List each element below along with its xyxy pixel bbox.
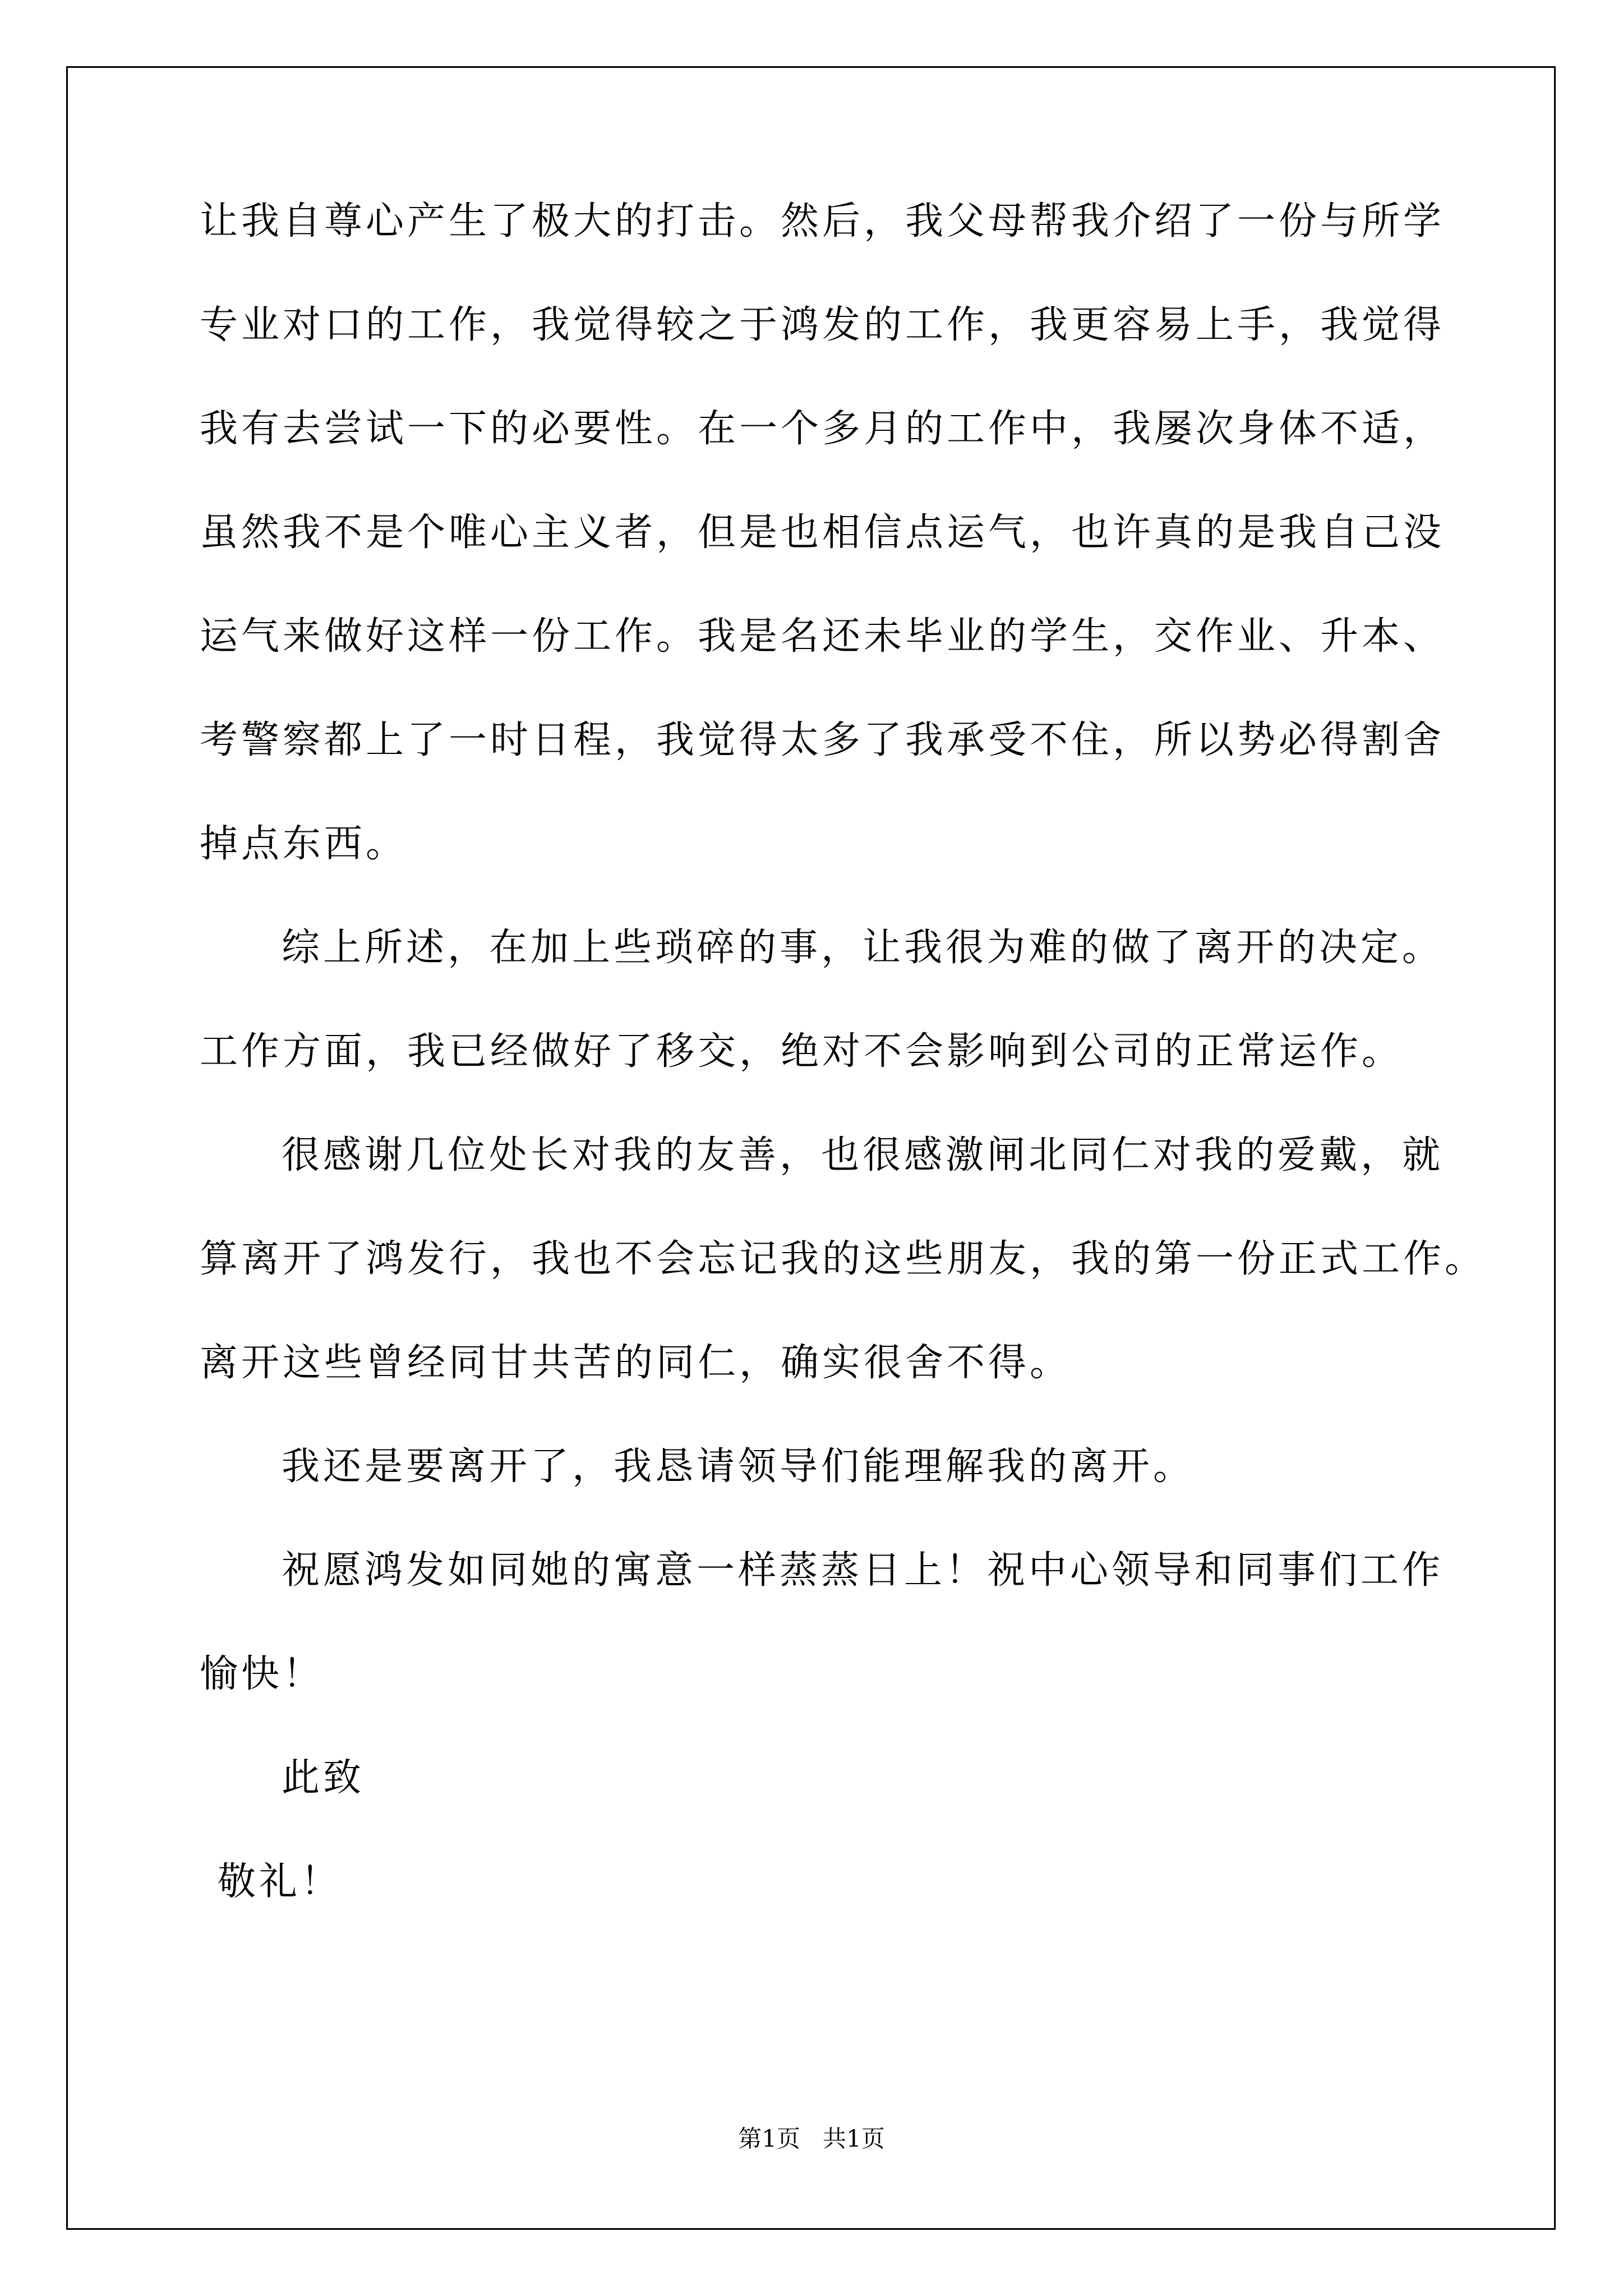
paragraph-line: 运气来做好这样一份工作。我是名还未毕业的学生，交作业、升本、 (200, 614, 1445, 659)
paragraph-line: 综上所述，在加上些琐碎的事，让我很为难的做了离开的决定。 (282, 926, 1444, 970)
paragraph-line: 我有去尝试一下的必要性。在一个多月的工作中，我屡次身体不适， (200, 407, 1445, 451)
paragraph-line: 很感谢几位处长对我的友善，也很感激闸北同仁对我的爱戴，就 (282, 1133, 1444, 1177)
paragraph-line: 虽然我不是个唯心主义者，但是也相信点运气，也许真的是我自己没 (200, 510, 1445, 555)
paragraph-line: 离开这些曾经同甘共苦的同仁，确实很舍不得。 (200, 1341, 1072, 1385)
closing-line: 此致 (282, 1756, 365, 1800)
paragraph-line: 掉点东西。 (200, 822, 408, 866)
paragraph-line: 愉快！ (200, 1652, 325, 1696)
paragraph-line: 算离开了鸿发行，我也不会忘记我的这些朋友，我的第一份正式工作。 (200, 1237, 1487, 1281)
paragraph-line: 祝愿鸿发如同她的寓意一样蒸蒸日上！祝中心领导和同事们工作 (282, 1548, 1444, 1593)
paragraph-line: 让我自尊心产生了极大的打击。然后，我父母帮我介绍了一份与所学 (200, 199, 1445, 243)
paragraph-line: 工作方面，我已经做好了移交，绝对不会影响到公司的正常运作。 (200, 1029, 1404, 1074)
paragraph-line: 考警察都上了一时日程，我觉得太多了我承受不住，所以势必得割舍 (200, 718, 1445, 762)
salutation-line: 敬礼！ (218, 1860, 343, 1904)
paragraph-line: 专业对口的工作，我觉得较之于鸿发的工作，我更容易上手，我觉得 (200, 303, 1445, 347)
paragraph-line: 我还是要离开了，我恳请领导们能理解我的离开。 (282, 1444, 1195, 1489)
page-footer: 第1页 共1页 (738, 2125, 885, 2152)
